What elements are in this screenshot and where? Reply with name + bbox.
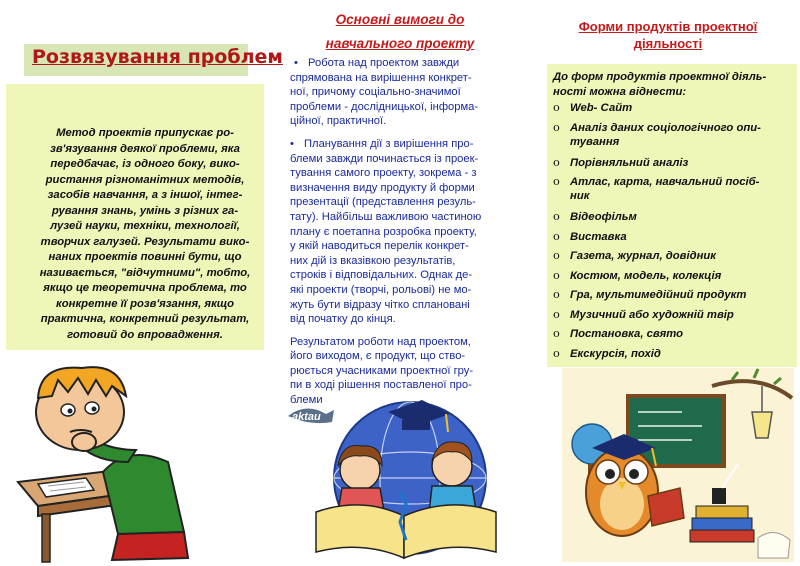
list-item: o Костюм, модель, колекція <box>553 268 722 282</box>
owl-teacher-illustration <box>562 368 794 562</box>
bullet-icon: o <box>553 101 560 114</box>
paragraph-line: ристання різноманітних методів, <box>45 173 245 186</box>
product-forms-intro: До форм продуктів проектної діяль- ності можна віднести: <box>553 71 767 98</box>
paragraph-line: зв'язування деякої проблеми, яка <box>50 142 240 155</box>
bullet-icon: o <box>553 175 560 188</box>
bullet-icon: o <box>553 249 560 262</box>
bullet-icon: o <box>553 288 560 301</box>
requirements-result: Результатом роботи над проектом, його виходом, є продукт, що ство- рюється учасниками проектної гру- пи в ході рішення поставленої про- блеми <box>290 335 474 407</box>
paragraph-line: називається, "відчутними", тобто, <box>39 266 251 279</box>
paragraph-line: Метод проектів припускає ро- <box>56 127 234 139</box>
list-item: o Web- Сайт <box>553 101 633 114</box>
list-item: o Порівняльний аналіз <box>553 155 689 169</box>
section-title-line1: Основні вимоги до <box>335 12 465 27</box>
bullet-icon: o <box>553 155 560 169</box>
bullet-icon: o <box>553 268 560 282</box>
section-title-line2: навчального проекту <box>325 36 475 51</box>
svg-text:aktau: aktau <box>292 411 321 423</box>
list-item: o Газета, журнал, довідник <box>553 249 717 262</box>
paragraph-line: наних проектів повинні бути, що <box>48 251 242 263</box>
paragraph-line: конкретне її розв'язання, якщо <box>56 297 234 310</box>
list-item: o Музичний або художній твір <box>553 307 734 321</box>
paragraph-line: готовий до впровадження. <box>67 328 223 341</box>
requirements-item-1: • Робота над проектом завжди спрямована на вирішення конкрет- ної, причому соціально-значимої проблеми - дослідницької, інформа- ційної, практичної. <box>290 57 479 128</box>
bullet-icon: o <box>553 120 560 134</box>
list-item: o Постановка, свято <box>553 327 684 340</box>
list-item: o Виставка <box>553 229 627 243</box>
paragraph-line: якщо це теоретична проблема, то <box>43 282 247 294</box>
product-forms-list <box>553 101 793 366</box>
list-item: o Атлас, карта, навчальний посіб- ник <box>553 175 760 202</box>
bullet-icon: • <box>294 57 298 69</box>
section-title-line2: діяльності <box>633 36 703 51</box>
bullet-icon: o <box>553 307 560 321</box>
bullet-icon: • <box>290 137 294 150</box>
list-item: o Гра, мультимедійний продукт <box>553 288 747 301</box>
list-item: o Аналіз даних соціологічного опи- тування <box>553 120 761 148</box>
list-item: o Відеофільм <box>553 210 637 223</box>
requirements-text <box>290 56 510 416</box>
globe-kids-illustration <box>282 392 520 562</box>
paragraph-line: лузей науки, техніки, технології, <box>50 220 240 232</box>
paragraph-line: практична, конкретний результат, <box>40 313 250 325</box>
bullet-icon: o <box>553 210 560 223</box>
bullet-icon: o <box>553 229 560 243</box>
paragraph-line: рування знань, умінь з різних га- <box>51 204 239 217</box>
aktau-logo <box>288 408 334 423</box>
paragraph-line: творчих галузей. Результати вико- <box>40 235 250 248</box>
paragraph-line: засобів навчання, а з іншої, інтег- <box>47 189 243 201</box>
list-item: o Екскурсія, похід <box>553 346 661 360</box>
bullet-icon: o <box>553 327 560 340</box>
requirements-item-2: • Планування дії з вирішення про- блеми завжди починається із проек- тування самого проекту, зокрема - з визначення виду продукту й форми презентації (представлення резуль- тату). Найбільш важливою частиною плану є поетапна розробка проекту, у якій наводиться перелік конкрет- них дій із вказівкою результатів, строків і відповідальних. Однак де- які проекти (творчі, рольові) не мо- жуть бути відразу чітко сплановані від початку до кінця. <box>290 137 482 326</box>
problem-solving-paragraph <box>32 126 258 343</box>
section-title-line1: Форми продуктів проектної <box>578 19 758 34</box>
thinking-boy-illustration <box>8 352 208 564</box>
paragraph-line: передбачає, із одного боку, вико- <box>50 158 240 170</box>
bullet-icon: o <box>553 346 560 360</box>
section-title-problem-solving: Розвязування проблем <box>32 46 283 68</box>
